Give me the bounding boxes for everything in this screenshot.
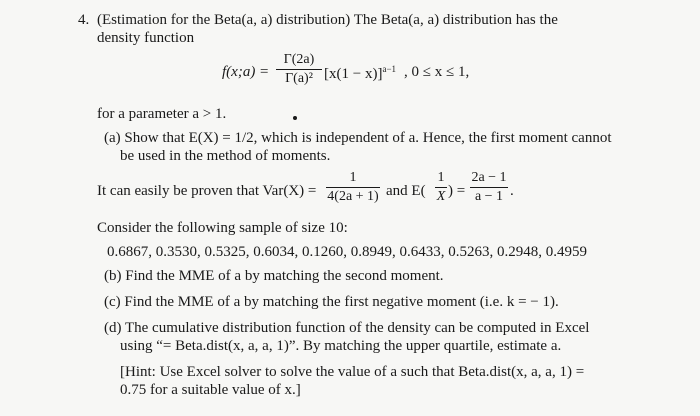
fraction-bar bbox=[470, 187, 508, 188]
formula-body-text: [x(1 − x)] bbox=[324, 66, 383, 82]
problem-number: 4. bbox=[78, 12, 90, 28]
part-d-line1: (d) The cumulative distribution function of the density can be computed in Excel bbox=[104, 320, 590, 336]
inverse-denominator: X bbox=[436, 189, 446, 204]
part-d-line2: using “= Beta.dist(x, a, a, 1)”. By matching the upper quartile, estimate a. bbox=[120, 338, 562, 354]
inverse-numerator: 1 bbox=[437, 170, 445, 185]
equals-text: ) = bbox=[448, 183, 466, 199]
inverse-fraction bbox=[435, 170, 447, 205]
part-a-line2: be used in the method of moments. bbox=[120, 148, 331, 164]
parameter-text: for a parameter a > 1. bbox=[97, 106, 227, 122]
sample-values: 0.6867, 0.3530, 0.5325, 0.6034, 0.1260, 0.8949, 0.6433, 0.5263, 0.2948, 0.4959 bbox=[107, 244, 587, 260]
problem-title-line1: (Estimation for the Beta(a, a) distribution) The Beta(a, a) distribution has the bbox=[97, 12, 558, 28]
formula-exponent: a−1 bbox=[382, 64, 397, 74]
hint-line2: 0.75 for a suitable value of x.] bbox=[120, 382, 301, 398]
fraction-bar bbox=[326, 187, 380, 188]
formula-body bbox=[324, 64, 396, 83]
formula-lhs: f(x;a) = bbox=[222, 64, 270, 80]
fraction-bar bbox=[435, 187, 447, 188]
formula-range: , 0 ≤ x ≤ 1, bbox=[404, 64, 470, 80]
bullet-dot bbox=[293, 116, 297, 120]
formula-denominator: Γ(a)² bbox=[285, 71, 313, 86]
formula-numerator: Γ(2a) bbox=[283, 52, 315, 67]
expectation-numerator: 2a − 1 bbox=[471, 170, 507, 185]
fraction-bar bbox=[276, 69, 322, 70]
expectation-fraction bbox=[470, 170, 508, 205]
variance-numerator: 1 bbox=[349, 170, 357, 185]
variance-text: It can easily be proven that Var(X) = bbox=[97, 183, 317, 199]
and-text: and E( bbox=[386, 183, 426, 199]
hint-line1: [Hint: Use Excel solver to solve the value of a such that Beta.dist(x, a, a, 1) = bbox=[120, 364, 585, 380]
formula-fraction bbox=[276, 52, 322, 87]
variance-denominator: 4(2a + 1) bbox=[327, 189, 379, 204]
period: . bbox=[510, 183, 514, 199]
problem-title-line2: density function bbox=[97, 30, 195, 46]
part-b: (b) Find the MME of a by matching the second moment. bbox=[104, 268, 444, 284]
expectation-denominator: a − 1 bbox=[474, 189, 504, 204]
variance-fraction bbox=[326, 170, 380, 205]
part-c: (c) Find the MME of a by matching the first negative moment (i.e. k = − 1). bbox=[104, 294, 559, 310]
part-a-line1: (a) Show that E(X) = 1/2, which is independent of a. Hence, the first moment cannot bbox=[104, 130, 612, 146]
sample-intro: Consider the following sample of size 10: bbox=[97, 220, 348, 236]
